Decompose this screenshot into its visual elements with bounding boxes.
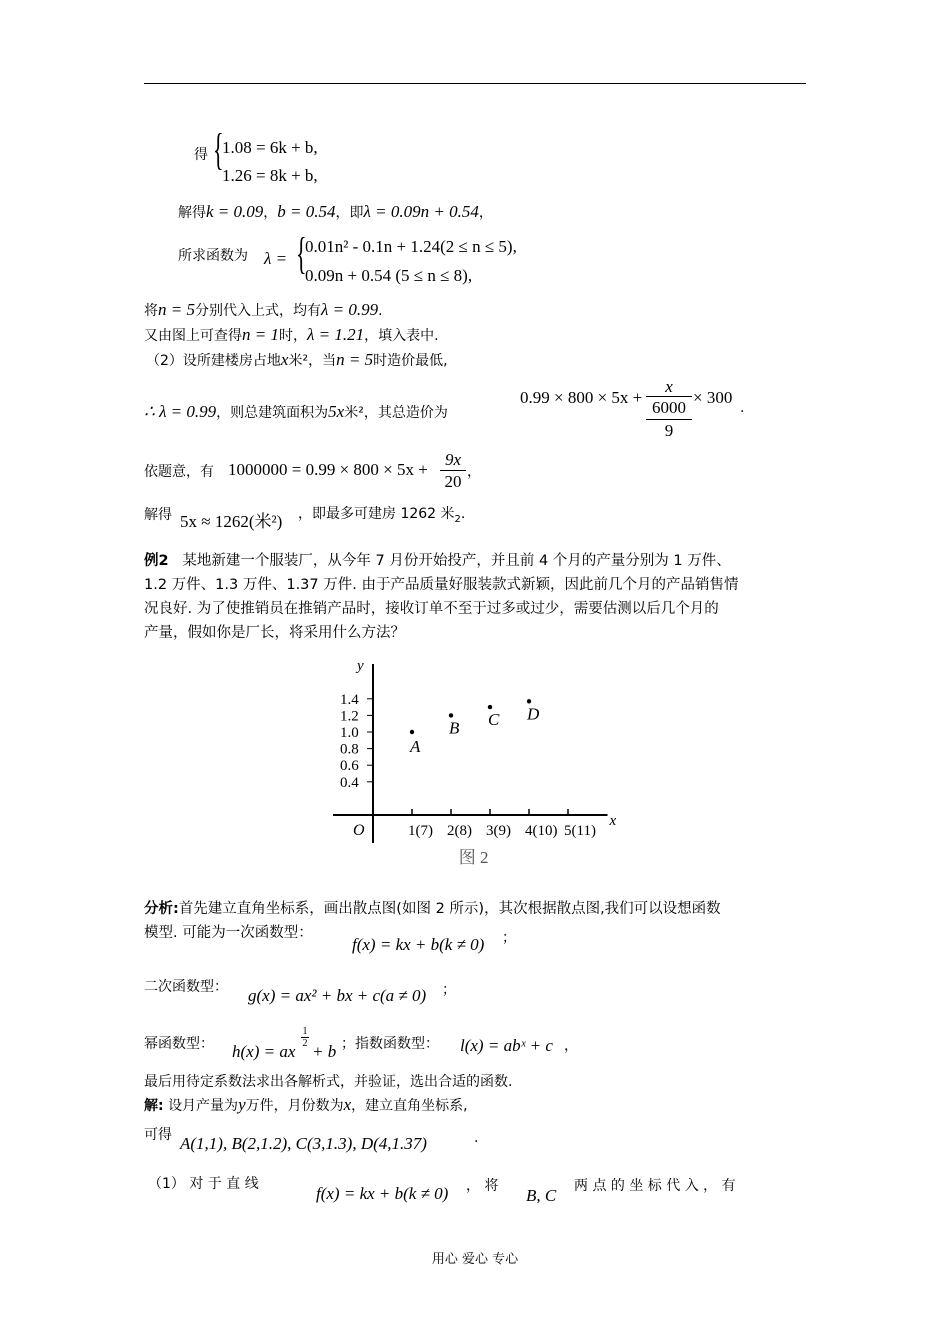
sys-lead: 得 <box>194 147 208 163</box>
linear-formula: f(x) = kx + b(k ≠ 0) <box>352 935 485 954</box>
quadratic-formula: g(x) = ax² + bx + c(a ≠ 0) <box>248 986 427 1005</box>
power-exponent: 1 2 <box>302 1026 308 1049</box>
equation-fraction: 9x 20 <box>440 450 466 493</box>
total-cost-tail: × 300 <box>693 388 733 407</box>
piecewise-lhs: λ = <box>264 249 288 268</box>
quadratic-label: 二次函数型： <box>144 979 228 995</box>
substitute-line: 将n = 5分别代入上式，均有λ = 0.99. <box>144 300 383 319</box>
x-tick-label: 2(8) <box>447 823 472 839</box>
part2-line: （2）设所建楼房占地x米²，当n = 5时造价最低, <box>146 350 448 369</box>
footer-text: 用心 爱心 专心 <box>431 1252 519 1267</box>
x-axis-label: x <box>609 813 617 829</box>
y-tick-label: 0.6 <box>340 758 359 775</box>
piecewise-lead: 所求函数为 <box>178 248 248 264</box>
origin-label: O <box>353 822 365 839</box>
result-expr: 5x ≈ 1262(米²) <box>180 512 283 531</box>
y-tick-label: 1.4 <box>340 691 359 708</box>
chart-caption: 图 2 <box>458 848 489 867</box>
data-point <box>449 713 453 717</box>
y-tick-label: 1.2 <box>340 708 359 725</box>
analysis-conclusion: 最后用待定系数法求出各解析式，并验证，选出合适的函数. <box>144 1074 513 1090</box>
x-tick-label: 3(9) <box>486 823 511 839</box>
part1-lead: （1） 对 于 直 线 <box>148 1176 259 1192</box>
scatter-chart <box>330 652 630 872</box>
y-tick-label: 0.4 <box>340 774 359 791</box>
example2-label: 例2 <box>144 553 169 569</box>
piecewise-brace: { <box>296 229 307 278</box>
data-point <box>527 699 531 703</box>
total-cost-expr: 0.99 × 800 × 5x + <box>520 388 643 407</box>
sys-eq2: 1.26 = 8k + b, <box>222 166 318 185</box>
x-tick-label: 1(7) <box>408 823 433 839</box>
k-value: k = 0.09 <box>206 202 264 221</box>
power-label: 幂函数型： <box>144 1036 214 1052</box>
header-rule <box>144 83 806 84</box>
x-tick-label: 4(10) <box>525 823 558 839</box>
solve-line: 解得k = 0.09，b = 0.54，即λ = 0.09n + 0.54， <box>178 202 493 221</box>
analysis-paragraph: 分析:首先建立直角坐标系，画出散点图(如图 2 所示)，其次根据散点图,我们可以设想函数 模型. 可能为一次函数型： <box>144 901 721 941</box>
y-axis-label: y <box>357 658 364 674</box>
data-point <box>488 705 492 709</box>
b-value: b = 0.54 <box>277 202 336 221</box>
analysis-label: 分析: <box>144 901 179 917</box>
exponential-label: ；指数函数型： <box>341 1036 439 1052</box>
sys-brace: { <box>213 125 224 174</box>
piecewise-case1: 0.01n² - 0.1n + 1.24(2 ≤ n ≤ 5), <box>305 237 517 256</box>
solution-label: 解: <box>144 1098 164 1114</box>
point-label: C <box>488 710 500 730</box>
solution-line: 解: 设月产量为y万件，月份数为x，建立直角坐标系, <box>144 1095 468 1114</box>
equation-line: 1000000 = 0.99 × 800 × 5x + <box>228 460 428 479</box>
example2-paragraph: 例2 某地新建一个服装厂，从今年 7 月份开始投产，并且前 4 个月的产量分别为 1 万件、 1.2 万件、1.3 万件、1.37 万件. 由于产品质量好服装款式新颖，因此前几个月的产品销售情 况良好. 为了使推销员在推销产品时，接收订单不至于过多或过少，需要估测以后几个月的 产量，假如你是厂长，将采用什么方法？ <box>144 553 739 641</box>
data-point <box>410 730 414 734</box>
part1-tail: 两 点 的 坐 标 代 入 ， 有 <box>574 1178 736 1194</box>
exponential-formula: l(x) = abˣ + c <box>460 1036 553 1055</box>
point-label: B <box>449 718 460 738</box>
point-label: D <box>527 704 540 724</box>
points-coordinates: A(1,1), B(2,1.2), C(3,1.3), D(4,1.37) <box>180 1134 427 1153</box>
y-tick-label: 0.8 <box>340 741 359 758</box>
piecewise-case2: 0.09n + 0.54 (5 ≤ n ≤ 8), <box>305 266 473 285</box>
lookup-line: 又由图上可查得n = 1时，λ = 1.21，填入表中. <box>144 325 439 344</box>
x-tick-label: 5(11) <box>564 823 596 839</box>
sys-eq1: 1.08 = 6k + b, <box>222 138 318 157</box>
part1-formula: f(x) = kx + b(k ≠ 0) <box>316 1184 449 1203</box>
y-tick-label: 1.0 <box>340 725 359 741</box>
power-formula: h(x) = ax <box>232 1042 296 1061</box>
result-line: 解得 <box>144 507 172 523</box>
lambda-formula: λ = 0.09n + 0.54 <box>363 202 479 221</box>
total-cost-fraction: x 6000 9 <box>646 378 692 442</box>
point-label: A <box>410 737 421 756</box>
total-cost-line: ∴ λ = 0.99，则总建筑面积为5x米²，其总造价为 <box>144 402 448 421</box>
